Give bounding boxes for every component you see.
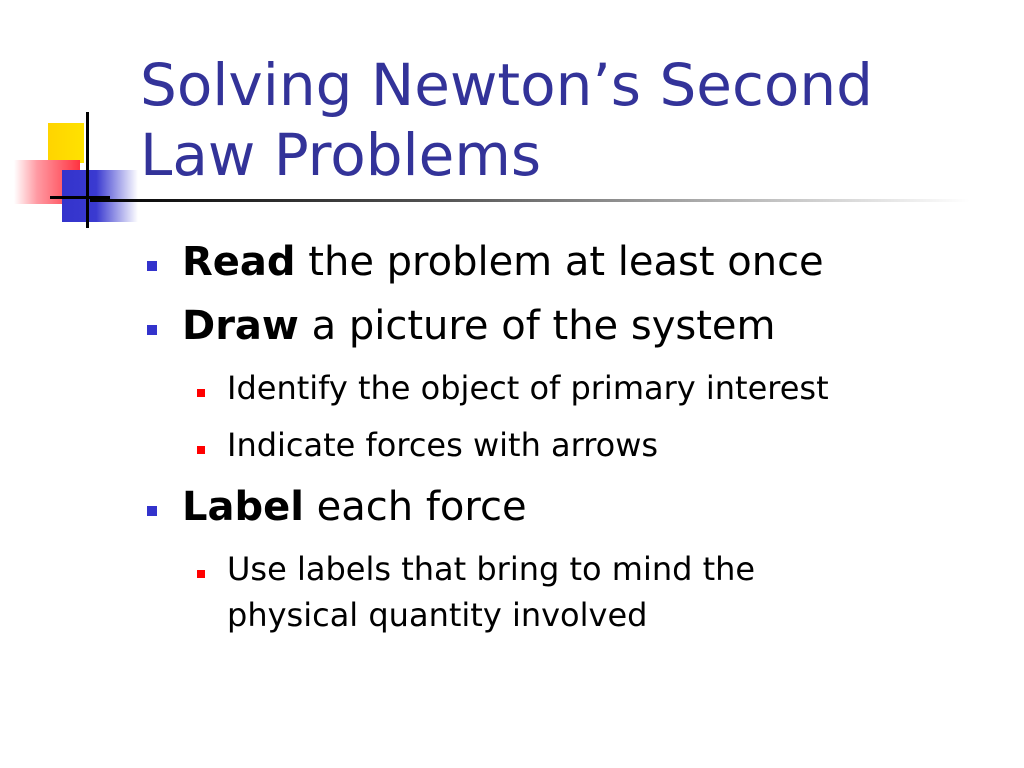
corner-decoration	[0, 0, 160, 240]
keyword-draw: Draw	[182, 303, 299, 349]
slide-title-line-2: Law Problems	[140, 121, 542, 189]
list-item-read	[182, 238, 824, 286]
slide-title	[140, 50, 1000, 190]
keyword-label: Label	[182, 484, 304, 530]
list-item-draw	[182, 302, 775, 350]
vertical-rule	[86, 112, 89, 228]
sub-item-indicate: Indicate forces with arrows	[227, 426, 659, 464]
bullet-marker-level2	[197, 570, 205, 578]
sub-item-use-labels-line-1: Use labels that bring to mind the	[227, 550, 756, 588]
bullet-marker-level2	[197, 389, 205, 397]
keyword-read: Read	[182, 239, 296, 285]
list-item-text: each force	[303, 484, 527, 530]
bullet-marker-level2	[197, 446, 205, 454]
list-item-label	[182, 483, 527, 531]
bullet-marker-level1	[147, 261, 157, 271]
list-item-text: the problem at least once	[295, 239, 824, 285]
sub-item-use-labels-line-2: physical quantity involved	[227, 596, 648, 634]
slide-title-line-1: Solving Newton’s Second	[140, 51, 873, 119]
yellow-square-decoration	[48, 123, 84, 163]
title-underline	[90, 199, 970, 202]
list-item-text: a picture of the system	[298, 303, 776, 349]
bullet-marker-level1	[147, 506, 157, 516]
bullet-marker-level1	[147, 325, 157, 335]
sub-item-identify: Identify the object of primary interest	[227, 369, 829, 407]
